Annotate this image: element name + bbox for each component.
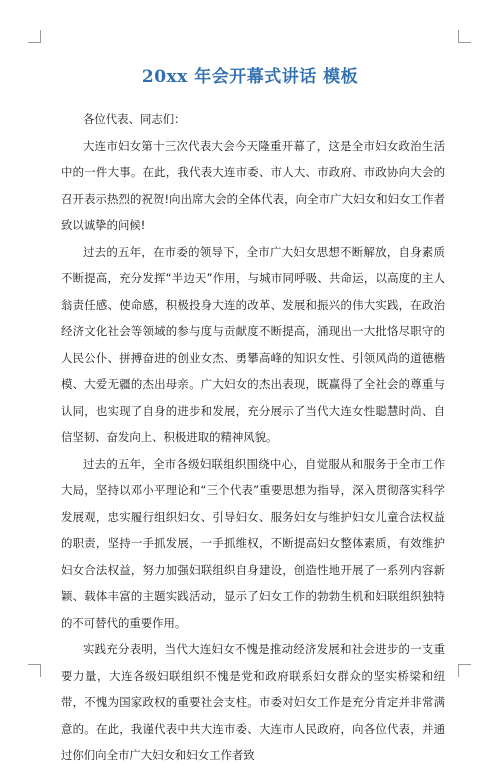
crop-mark-top-left [28,30,41,43]
greeting: 各位代表、同志们： [83,112,186,126]
paragraph-1: 大连市妇女第十三次代表大会今天隆重开幕了，这是全市妇女政治生活中的一件大事。在此，我代表大连市委、市人大、市政府、市政协向大会的召开表示热烈的祝贺!向出席大会的全体代表，向全市广大妇女和妇女工作者致以诚挚的问候! [61,138,445,232]
crop-mark-bottom-left [28,664,41,677]
crop-mark-top-right [458,30,471,43]
paragraph-3: 过去的五年，全市各级妇联组织围绕中心，自觉服从和服务于全市工作大局，坚持以邓小平理论和“三个代表”重要思想为指导，深入贯彻落实科学发展观，忠实履行组织妇女、引导妇女、服务妇女与维护妇女儿童合法权益的职责，坚持一手抓发展，一手抓维权，不断提高妇女整体素质，有效维护妇女合法权益，努力加强妇联组织自身建设，创造性地开展了一系列内容新颖、载体丰富的主题实践活动，显示了妇女工作的勃勃生机和妇联组织独特的不可替代的重要作用。 [61,456,445,630]
crop-mark-bottom-right [458,664,471,677]
document-title: 20xx 年会开幕式讲话 模板 [141,67,359,87]
paragraph-4: 实践充分表明，当代大连妇女不愧是推动经济发展和社会进步的一支重要力量，大连各级妇联组织不愧是党和政府联系妇女群众的坚实桥梁和纽带，不愧为国家政权的重要社会支柱。市委对妇女工作是充分肯定并非常满意的。在此，我谨代表中共大连市委、大连市人民政府，向各位代表，并通过你们向全市广大妇女和妇女工作者致 [61,642,445,762]
document-body [61,106,445,769]
paragraph-2: 过去的五年，在市委的领导下，全市广大妇女思想不断解放，自身素质不断提高，充分发挥“半边天”作用，与城市同呼吸、共命运，以高度的主人翁责任感、使命感，积极投身大连的改革、发展和振兴的伟大实践，在政治经济文化社会等领域的参与度与贡献度不断提高，涌现出一大批恪尽职守的人民公仆、拼搏奋进的创业女杰、勇攀高峰的知识女性、引领风尚的道德楷模、大爱无疆的杰出母亲。广大妇女的杰出表现，既赢得了全社会的尊重与认同，也实现了自身的进步和发展，充分展示了当代大连女性聪慧时尚、自信坚韧、奋发向上、积极进取的精神风貌。 [61,244,445,444]
